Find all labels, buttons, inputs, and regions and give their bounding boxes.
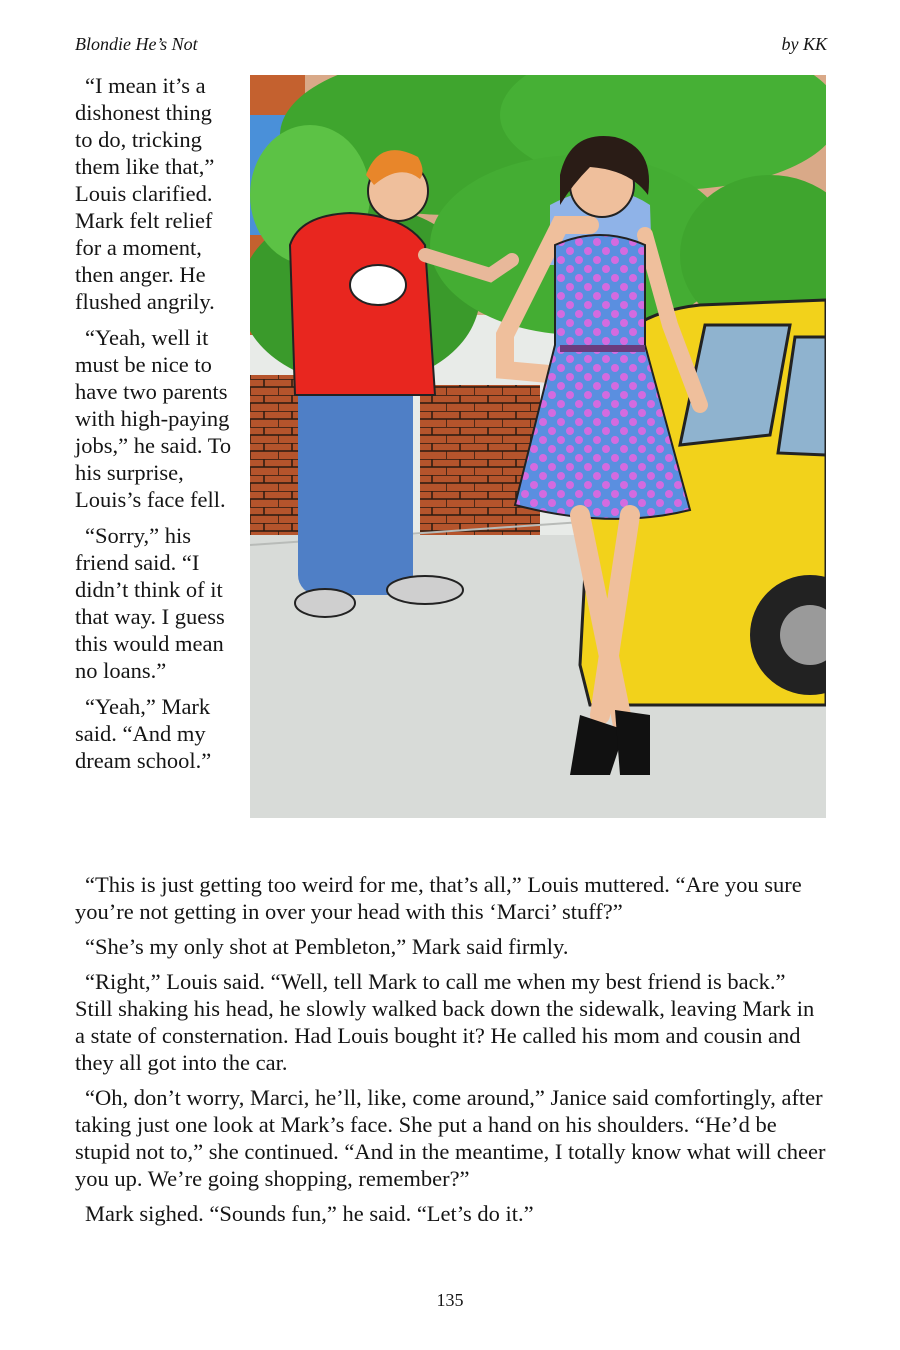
paragraph: “Right,” Louis said. “Well, tell Mark to call me when my best friend is back.” Still shaking his head, he slowly walked back down the sidewalk, leaving Mark in a state of consternation. Had Louis bought it? He called his mom and cousin and they all got into the car.	[75, 969, 815, 1075]
page-number: 135	[436, 1290, 464, 1310]
full-width-text	[75, 871, 827, 1235]
narrow-text-column	[75, 72, 233, 783]
paragraph: Mark sighed. “Sounds fun,” he said. “Let’s do it.”	[85, 1201, 534, 1226]
paragraph: “This is just getting too weird for me, that’s all,” Louis muttered. “Are you sure you’re not getting in over your head with this ‘Marci’ stuff?”	[75, 872, 802, 924]
story-illustration	[250, 75, 826, 818]
author: by KK	[781, 34, 827, 54]
paragraph: “She’s my only shot at Pembleton,” Mark said firmly.	[85, 934, 569, 959]
paragraph: “Oh, don’t worry, Marci, he’ll, like, come around,” Janice said comfortingly, after taking just one look at Mark’s face. She put a hand on his shoulders. “He’d be stupid not to,” she continued. “And in the meantime, I totally know what will cheer you up. We’re going shopping, remember?”	[75, 1085, 826, 1191]
paragraph: “Yeah,” Mark said. “And my dream school.”	[75, 694, 212, 773]
brick-wall-left	[250, 375, 300, 540]
paragraph: “Sorry,” his friend said. “I didn’t think of it that way. I guess this would mean no loans.”	[75, 523, 225, 683]
brick-wall-right	[420, 385, 540, 535]
paragraph: “I mean it’s a dishonest thing to do, tricking them like that,” Louis clarified. Mark felt relief for a moment, then anger. He flushed angrily.	[75, 73, 215, 314]
book-title: Blondie He’s Not	[75, 34, 198, 54]
paragraph: “Yeah, well it must be nice to have two parents with high-paying jobs,” he said. To his surprise, Louis’s face fell.	[75, 325, 232, 512]
